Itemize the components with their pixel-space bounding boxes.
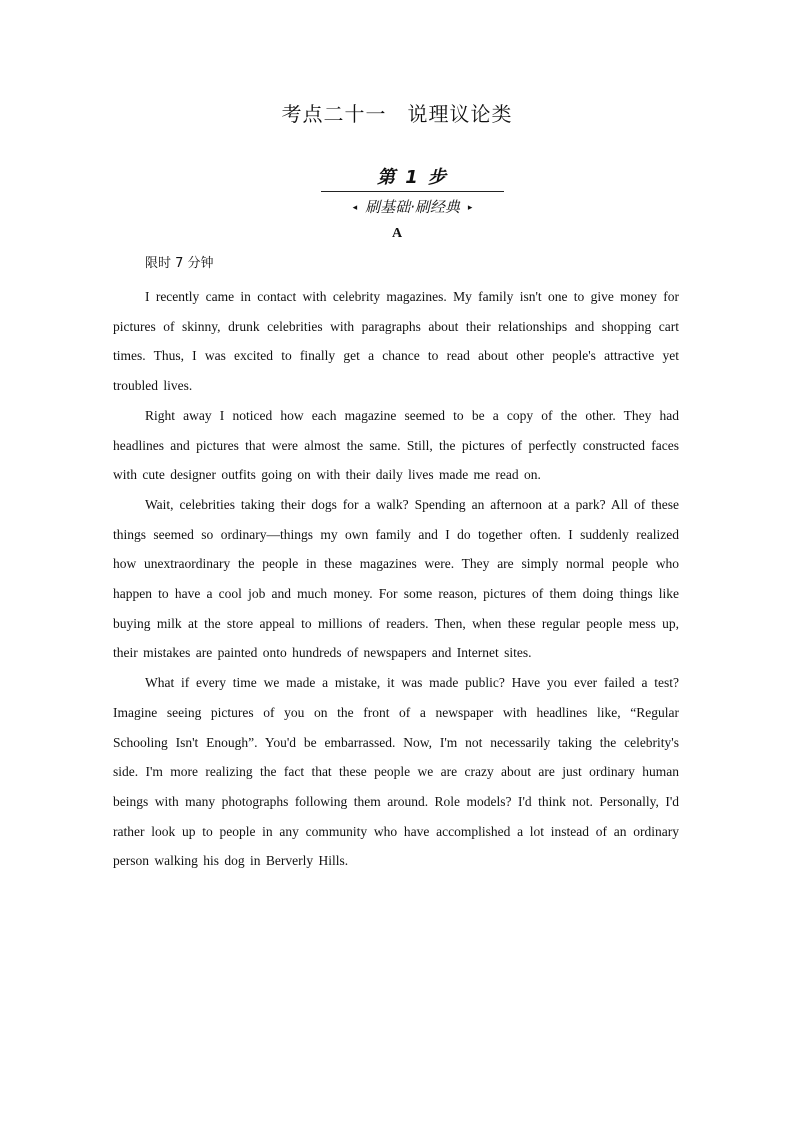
triangle-right-icon: ▸ — [467, 203, 473, 213]
step-banner — [321, 166, 504, 219]
page-title: 考点二十一 说理议论类 — [281, 102, 513, 126]
step-divider — [321, 191, 504, 192]
passage-paragraph-4: What if every time we made a mistake, it was made public? Have you ever failed a test? Imagine seeing pictures of you on the front of a newspaper with headlines like, “Regular Schooling Isn't Enough”. You'd be embarrassed. Now, I'm not necessarily taking the celebrity's side. I'm more realizing the fact that these people we are crazy about are just ordinary human beings with many photographs following them around. Role models? I'd think not. Personally, I'd rather look up to people in any community who have accomplished a lot instead of an ordinary person walking his dog in Berverly Hills. — [113, 675, 679, 869]
section-letter: A — [391, 226, 403, 241]
triangle-left-icon: ◂ — [352, 203, 358, 213]
passage-paragraph-3: Wait, celebrities taking their dogs for a walk? Spending an afternoon at a park? All of these things seemed so ordinary—things my own family and I do together often. I suddenly realized how unextraordinary the people in these magazines were. They are simply normal people who happen to have a cool job and much money. For some reason, pictures of them doing things like buying milk at the store appeal to millions of readers. Then, when these regular people mess up, their mistakes are painted onto hundreds of newspapers and Internet sites. — [113, 496, 679, 661]
step-subtitle: 刷基础·刷经典 — [365, 198, 460, 216]
step-subtitle-row — [321, 196, 504, 219]
step-label: 第 1 步 — [376, 167, 449, 188]
passage-paragraph-2: Right away I noticed how each magazine seemed to be a copy of the other. They had headlines and pictures that were almost the same. Still, the pictures of perfectly constructed faces with cute designer outfits going on with their daily lives made me read on. — [113, 407, 679, 483]
reading-passage — [113, 282, 679, 876]
time-limit: 限时 7 分钟 — [145, 256, 214, 271]
passage-paragraph-1: I recently came in contact with celebrity magazines. My family isn't one to give money for pictures of skinny, drunk celebrities with paragraphs about their relationships and shopping cart times. Thus, I was excited to finally get a chance to read about other people's attractive yet troubled lives. — [113, 289, 679, 394]
